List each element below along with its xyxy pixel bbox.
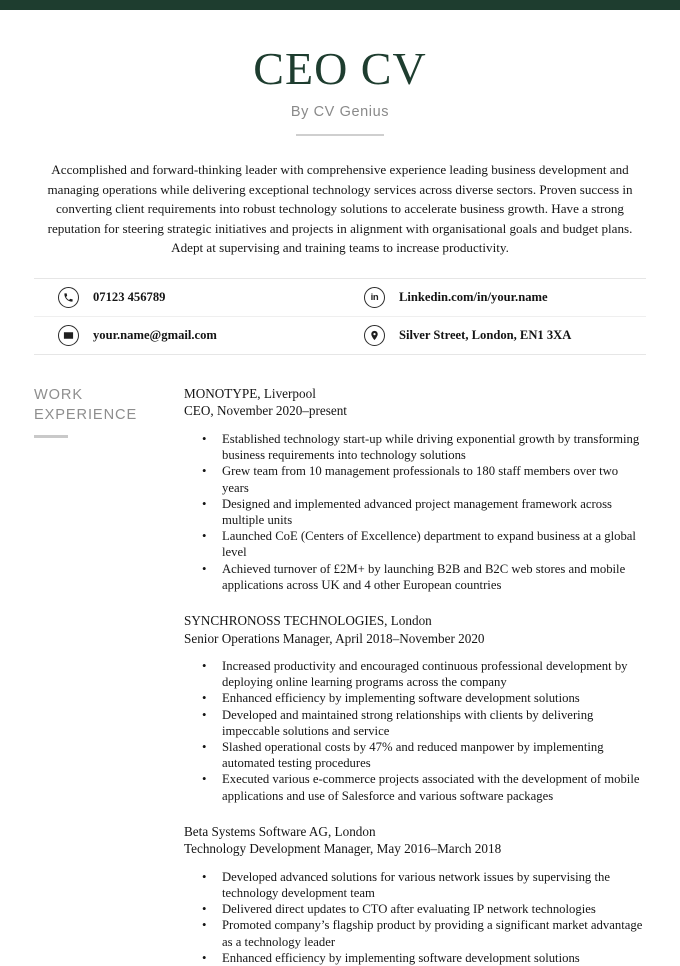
job-role: Technology Development Manager, May 2016–March 2018 — [184, 841, 502, 857]
job-bullet-text: Established technology start-up while driving exponential growth by transforming business requirements into technology solutions — [222, 431, 640, 463]
bullet-glyph: • — [202, 529, 207, 544]
cv-subtitle: By CV Genius — [290, 104, 390, 120]
section-title — [34, 385, 172, 425]
contact-value-location: Silver Street, London, EN1 3XA — [399, 327, 572, 342]
job-company: MONOTYPE, Liverpool — [184, 385, 316, 401]
top-accent-bar — [0, 0, 680, 10]
bullet-glyph: • — [202, 902, 207, 917]
job-bullet-text: Enhanced efficiency by implementing software development solutions — [222, 691, 580, 706]
bullet-glyph: • — [202, 740, 207, 755]
job-bullet — [184, 690, 646, 706]
bullet-glyph: • — [202, 772, 207, 787]
bullet-glyph: • — [202, 918, 207, 933]
section-title-line-1: WORK — [34, 386, 83, 403]
job-bullet-text: Increased productivity and encouraged continuous professional development by deploying online learning programs across the company — [222, 659, 628, 690]
job-bullet — [184, 869, 646, 901]
job-bullet-text: Launched CoE (Centers of Excellence) department to expand business at a global level — [222, 529, 636, 560]
job-bullets — [184, 658, 646, 804]
bullet-glyph: • — [202, 707, 207, 722]
contact-row — [34, 316, 646, 354]
job-bullet-text: Enhanced efficiency by implementing software development solutions — [222, 950, 580, 965]
contact-row — [34, 279, 646, 316]
contact-item-location[interactable] — [340, 317, 646, 354]
contact-block — [34, 278, 646, 355]
job-role: Senior Operations Manager, April 2018–November 2020 — [184, 630, 485, 646]
professional-summary: Accomplished and forward-thinking leader with comprehensive experience leading business development and managing operations while delivering exceptional technology services across diverse sectors. Proven success in converting client requirements into robust technology solutions to accelerate business growth. Have a strong reputation for steering strategic initiatives and projects in alignment with organisational goals and budget plans. Adept at supervising and training teams to increase productivity. — [47, 162, 633, 256]
job-role: CEO, November 2020–present — [184, 403, 347, 419]
contact-value-phone: 07123 456789 — [93, 289, 166, 304]
contact-item-linkedin[interactable] — [340, 279, 646, 316]
bullet-glyph: • — [202, 561, 207, 576]
job-bullet-text: Achieved turnover of £2M+ by launching B2B and B2C web stores and mobile applications across UK and 4 other European countries — [222, 561, 626, 592]
job-company: Beta Systems Software AG, London — [184, 823, 376, 839]
job-bullets — [184, 869, 646, 966]
subtitle-divider — [296, 134, 384, 136]
bullet-glyph: • — [202, 950, 207, 965]
job-bullet-text: Developed advanced solutions for various network issues by supervising the technology development team — [222, 869, 610, 901]
bullet-glyph: • — [202, 464, 207, 479]
job-bullet — [184, 561, 646, 593]
job-company: SYNCHRONOSS TECHNOLOGIES, London — [184, 613, 432, 628]
job-bullet — [184, 901, 646, 917]
job-bullet-text: Developed and maintained strong relationships with clients by delivering impeccable solutions and service — [222, 707, 594, 738]
email-icon — [58, 325, 79, 346]
job-bullet — [184, 431, 646, 463]
job-bullets — [184, 431, 646, 593]
job-bullet — [184, 950, 646, 966]
section-title-line-2: EXPERIENCE — [34, 406, 138, 423]
job-entry — [184, 823, 646, 966]
page-content — [0, 10, 680, 966]
job-bullet-text: Delivered direct updates to CTO after evaluating IP network technologies — [222, 902, 596, 917]
linkedin-icon: in — [364, 287, 385, 308]
job-bullet — [184, 528, 646, 560]
job-bullet-text: Grew team from 10 management professionals to 180 staff members over two years — [222, 464, 619, 495]
job-list — [184, 385, 646, 966]
contact-item-phone[interactable] — [34, 279, 340, 316]
contact-value-email: your.name@gmail.com — [93, 327, 217, 342]
section-heading-column — [34, 385, 184, 966]
job-bullet-text: Promoted company’s flagship product by providing a significant market advantage as a technology leader — [222, 918, 643, 949]
section-title-underline — [34, 435, 68, 438]
job-bullet — [184, 707, 646, 739]
phone-icon — [58, 287, 79, 308]
section-work-experience — [34, 385, 646, 966]
contact-value-linkedin: Linkedin.com/in/your.name — [399, 289, 548, 304]
bullet-glyph: • — [202, 869, 207, 884]
location-pin-icon — [364, 325, 385, 346]
bullet-glyph: • — [202, 431, 207, 446]
bullet-glyph: • — [202, 496, 207, 511]
job-bullet-text: Designed and implemented advanced project management framework across multiple units — [222, 496, 612, 527]
bullet-glyph: • — [202, 691, 207, 706]
contact-item-email[interactable] — [34, 317, 340, 354]
job-bullet — [184, 917, 646, 949]
job-bullet — [184, 496, 646, 528]
bullet-glyph: • — [202, 659, 207, 673]
job-bullet — [184, 463, 646, 495]
cv-header — [34, 10, 646, 136]
job-bullet-text: Executed various e-commerce projects associated with the development of mobile applications and use of Salesforce and various software packages — [222, 772, 640, 803]
job-entry — [184, 612, 646, 804]
page-title: CEO CV — [253, 43, 427, 94]
job-entry — [184, 385, 646, 593]
job-bullet — [184, 771, 646, 803]
job-bullet-text: Slashed operational costs by 47% and reduced manpower by implementing automated testing procedures — [222, 740, 604, 771]
job-bullet — [184, 658, 646, 690]
job-bullet — [184, 739, 646, 771]
